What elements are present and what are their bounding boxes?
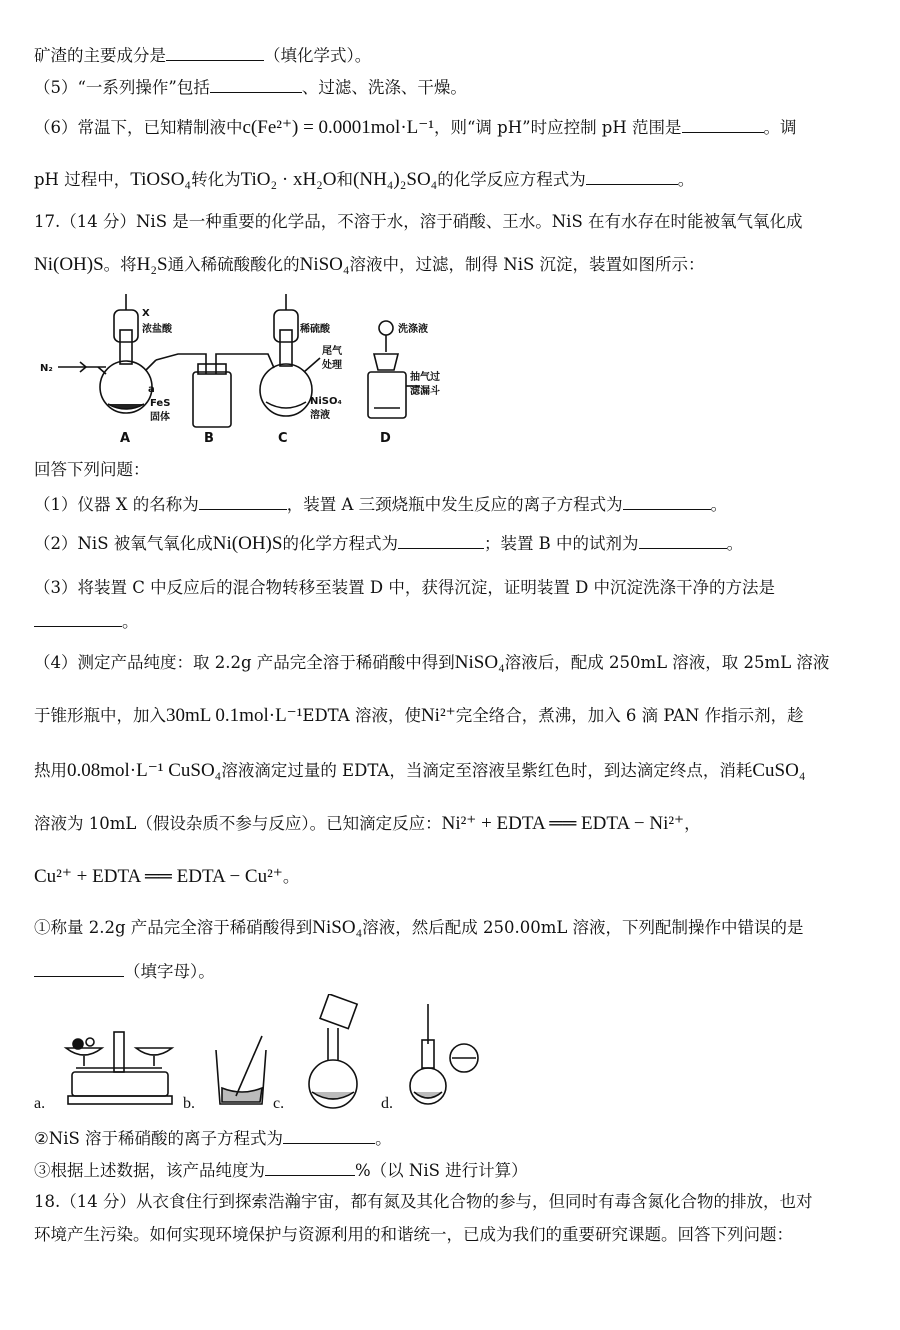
text: 于锥形瓶中，加入: [34, 706, 166, 725]
formula: NiSO₄: [454, 652, 505, 673]
filter-label-2: 滤漏斗: [410, 386, 440, 397]
formula: Ni²⁺ + EDTA ══ EDTA − Ni²⁺: [441, 813, 685, 834]
text: ，: [684, 814, 701, 833]
formula: TiOSO₄: [130, 169, 192, 190]
text-line: [34, 652, 870, 674]
text: （2）NiS 被氧气氧化成: [34, 534, 213, 553]
text-line: [34, 813, 870, 835]
h2so4-label: 稀硫酸: [300, 324, 330, 335]
a-label: a: [148, 384, 155, 395]
formula: Ni²⁺: [420, 705, 456, 726]
formula: c(Fe²⁺) = 0.0001mol·L⁻¹: [242, 117, 434, 138]
text-line: [34, 254, 870, 276]
text: 、过滤、洗涤、干燥。: [301, 78, 467, 97]
text: EDTA 溶液，使: [302, 706, 421, 725]
text: 。将: [103, 255, 137, 274]
filter-label: 抽气过: [410, 372, 440, 383]
text-line: [34, 610, 870, 633]
text-line: 回答下列问题：: [34, 460, 150, 479]
text: 。: [282, 867, 300, 886]
fes-label: FeS: [150, 398, 171, 409]
text: ；装置 B 中的试剂为: [483, 534, 639, 553]
tail-gas-label: 尾气: [322, 346, 342, 357]
text: 。: [726, 534, 744, 553]
text: 和: [336, 170, 354, 189]
text-line: [34, 960, 870, 983]
formula: (NH₄)₂SO₄: [353, 169, 438, 190]
text: （填字母）。: [124, 962, 215, 981]
option-a-balance: [56, 1022, 186, 1112]
text: （5）“一系列操作”包括: [34, 78, 210, 97]
question-17-title: 17.（14 分）NiS 是一种重要的化学品，不溶于水，溶于硝酸、王水。NiS 在有水存在时能被氧气氧化成: [34, 212, 803, 231]
formula: Cu²⁺ + EDTA ══ EDTA − Cu²⁺: [34, 866, 283, 887]
formula: TiO₂ · xH₂O: [240, 169, 337, 190]
text-line: [34, 44, 870, 67]
text: 。: [710, 495, 728, 514]
text: ③根据上述数据，该产品纯度为: [34, 1161, 265, 1180]
answer-blank: [682, 116, 764, 133]
text: 。: [375, 1129, 392, 1148]
text: 溶液，然后配成 250.00mL 溶液，下列配制操作中错误的是: [362, 918, 804, 937]
text: pH 过程中，: [34, 170, 131, 189]
text: ②NiS 溶于稀硝酸的离子方程式为: [34, 1129, 284, 1148]
option-a-label: a.: [34, 1095, 46, 1112]
text: 溶液后，配成 250mL 溶液，取 25mL 溶液: [504, 653, 830, 672]
niso4-label-2: 溶液: [310, 410, 330, 421]
text: （4）测定产品纯度：取 2.2g 产品完全溶于稀硝酸中得到: [34, 653, 455, 672]
text-line: [34, 866, 870, 888]
text: （填化学式）。: [264, 46, 372, 65]
text-line: [34, 760, 870, 782]
text-line: [34, 532, 870, 555]
option-b-label: b.: [183, 1095, 195, 1112]
answer-blank: [199, 493, 287, 510]
formula: H₂S: [136, 254, 168, 275]
option-d-label: d.: [381, 1095, 393, 1112]
formula: CuSO₄: [752, 760, 806, 781]
label-a: A: [120, 431, 131, 446]
text: （6）常温下，已知精制液中: [34, 118, 243, 137]
text-line: [34, 493, 870, 516]
answer-blank: [166, 44, 264, 61]
text: 通入稀硫酸酸化的: [167, 255, 300, 274]
text: 。调: [763, 118, 797, 137]
text-line: [34, 168, 870, 191]
text: 。: [677, 170, 695, 189]
answer-blank: [623, 493, 711, 510]
answer-blank: [398, 532, 484, 549]
formula: NiSO₄: [299, 254, 350, 275]
option-b-beaker: [210, 1030, 280, 1110]
answer-blank: [265, 1159, 355, 1176]
formula: Ni(OH)S: [34, 254, 104, 275]
label-b: B: [204, 431, 214, 446]
wash-label: 洗涤液: [398, 324, 428, 335]
formula: 0.08mol·L⁻¹ CuSO₄: [67, 760, 222, 781]
answer-blank: [210, 76, 302, 93]
label-c: C: [278, 431, 288, 446]
text: 的化学方程式为: [282, 534, 398, 553]
apparatus-diagram: [38, 292, 458, 452]
text: 溶液滴定过量的 EDTA，当滴定至溶液呈紫红色时，到达滴定终点，消耗: [221, 761, 753, 780]
formula: NiSO₄: [312, 917, 363, 938]
answer-blank: [34, 960, 124, 977]
tail-gas-label-2: 处理: [322, 360, 342, 371]
text: 完全络合，煮沸，加入 6 滴 PAN 作指示剂，趁: [455, 706, 804, 725]
text: 。: [122, 612, 139, 631]
n2-label: N₂: [40, 363, 53, 374]
option-d-flask: [402, 1000, 492, 1110]
answer-blank: [283, 1127, 375, 1144]
text-line: （3）将装置 C 中反应后的混合物转移至装置 D 中，获得沉淀，证明装置 D 中沉淀洗涤干净的方法是: [34, 578, 776, 597]
formula: Ni(OH)S: [212, 533, 283, 554]
formula: 30mL 0.1mol·L⁻¹: [166, 705, 303, 726]
niso4-label: NiSO₄: [310, 396, 342, 407]
text-line: 环境产生污染。如何实现环境保护与资源利用的和谐统一，已成为我们的重要研究课题。回答下列问题：: [34, 1225, 793, 1244]
text: 热用: [34, 761, 67, 780]
text-line: [34, 917, 870, 939]
option-c-flask: [298, 994, 378, 1114]
fes-label-2: 固体: [150, 412, 170, 423]
hcl-label: 浓盐酸: [142, 324, 172, 335]
label-d: D: [380, 431, 391, 446]
text-line: [34, 1127, 870, 1150]
answer-blank: [639, 532, 727, 549]
text: 溶液中，过滤，制得 NiS 沉淀，装置如图所示：: [349, 255, 705, 274]
text: 转化为: [191, 170, 241, 189]
x-label: X: [142, 308, 150, 319]
option-c-label: c.: [273, 1095, 285, 1112]
text: ，则“调 pH”时应控制 pH 范围是: [434, 118, 682, 137]
text: 的化学反应方程式为: [437, 170, 586, 189]
question-18-title: 18.（14 分）从衣食住行到探索浩瀚宇宙，都有氮及其化合物的参与，但同时有毒含氮化合物的排放，也对: [34, 1192, 813, 1211]
text: ①称量 2.2g 产品完全溶于稀硝酸得到: [34, 918, 313, 937]
text-line: [34, 705, 870, 727]
text-line: [34, 76, 870, 99]
text: （1）仪器 X 的名称为: [34, 495, 199, 514]
text: %（以 NiS 进行计算）: [355, 1161, 528, 1180]
text: 溶液为 10mL（假设杂质不参与反应）。已知滴定反应：: [34, 814, 442, 833]
text-line: [34, 1159, 870, 1182]
text: 矿渣的主要成分是: [34, 46, 166, 65]
text: ，装置 A 三颈烧瓶中发生反应的离子方程式为: [286, 495, 623, 514]
answer-blank: [586, 168, 678, 185]
answer-blank: [34, 610, 122, 627]
text-line: [34, 116, 870, 139]
